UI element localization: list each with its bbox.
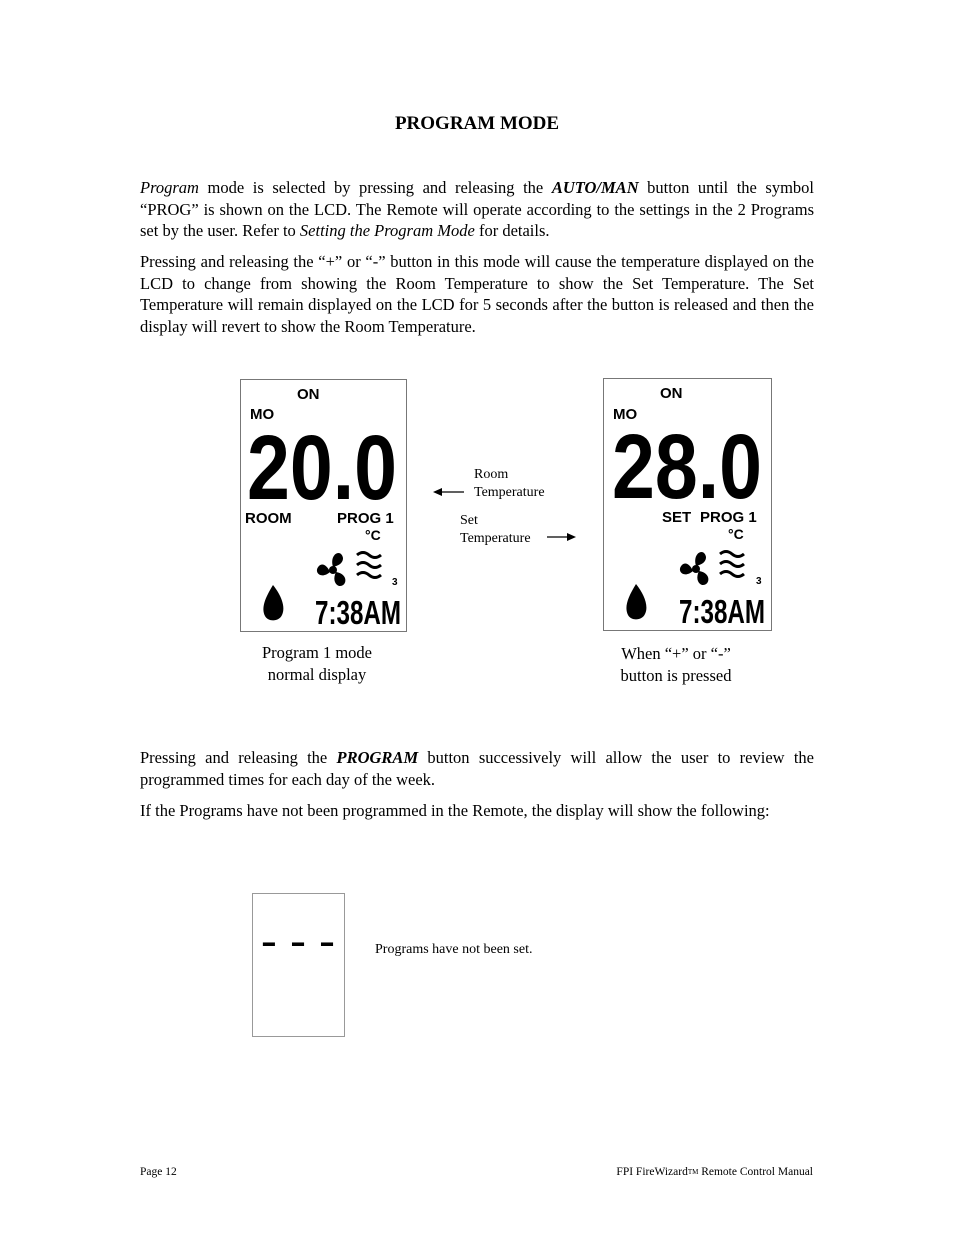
caption-line: When “+” or “-”	[621, 644, 731, 663]
lcd-time: 7:38AM	[679, 593, 765, 630]
text: mode is selected by pressing and releasing the	[198, 178, 552, 197]
paragraph-not-programmed: If the Programs have not been programmed in the Remote, the display will show the following:	[140, 801, 770, 820]
set-temperature-annotation	[460, 512, 531, 548]
term-program-button: PROGRAM	[336, 748, 419, 767]
heat-waves-icon	[720, 552, 744, 577]
text: for details.	[474, 221, 550, 240]
lcd-unit-label: °C	[728, 526, 744, 542]
paragraph-plus-minus: Pressing and releasing the “+” or “-” button in this mode will cause the temperature displayed on the LCD to change from showing the Room Temperature to show the Set Temperature. The Set Temperature will remain displayed on the LCD for 5 seconds after the button is released and then the display will revert to show the Room Temperature.	[140, 252, 814, 336]
caption-button-pressed	[591, 643, 761, 687]
caption-line: normal display	[267, 665, 367, 684]
text: Remote Control Manual	[698, 1166, 813, 1178]
trademark-mark: TM	[687, 1168, 699, 1176]
heat-waves-icon	[357, 553, 381, 578]
lcd-fan-speed: 3	[756, 576, 762, 587]
lcd-display-set	[603, 378, 772, 631]
lcd-display-unset	[252, 893, 345, 1037]
lcd-temperature: 20.0	[247, 417, 397, 519]
lcd-on-label: ON	[297, 386, 320, 403]
manual-title	[616, 1166, 813, 1178]
lcd-temperature: 28.0	[612, 416, 762, 518]
page-number: Page 12	[140, 1166, 177, 1178]
lcd-display-room	[240, 379, 407, 632]
lcd-fan-speed: 3	[392, 577, 398, 588]
caption-program-mode	[232, 642, 402, 686]
text: FPI FireWizard	[616, 1166, 688, 1178]
paragraph-program-button	[140, 747, 814, 790]
annotation-line: Temperature	[460, 531, 531, 546]
text: Pressing and releasing the	[140, 748, 337, 767]
text: button successively will allow the user to review the programmed times for each day of the week.	[140, 748, 814, 789]
lcd-dashes: - - -	[261, 926, 335, 959]
fan-icon	[680, 552, 708, 585]
room-temperature-annotation	[474, 466, 545, 502]
annotation-line: Temperature	[474, 485, 545, 500]
caption-line: Program 1 mode	[262, 643, 372, 662]
fan-icon	[317, 553, 345, 586]
programs-not-set-note: Programs have not been set.	[375, 942, 533, 957]
lcd-day-label: MO	[613, 406, 638, 423]
lcd-mode-label: SET	[662, 509, 692, 526]
annotation-line: Set	[460, 513, 478, 528]
left-arrow-icon	[433, 486, 465, 498]
paragraph-program-mode-intro	[140, 177, 814, 242]
reference-setting-program-mode: Setting the Program Mode	[299, 221, 475, 240]
lcd-prog-label: PROG 1	[337, 510, 394, 527]
lcd-unit-label: °C	[365, 527, 381, 543]
lcd-day-label: MO	[250, 406, 275, 423]
lcd-on-label: ON	[660, 385, 683, 402]
flame-icon	[626, 584, 646, 619]
lcd-time: 7:38AM	[315, 594, 401, 631]
page-title: PROGRAM MODE	[394, 113, 560, 134]
term-program: Program	[140, 178, 199, 197]
lcd-mode-label: ROOM	[245, 510, 292, 527]
annotation-line: Room	[474, 467, 509, 482]
caption-line: button is pressed	[620, 666, 732, 685]
right-arrow-icon	[547, 531, 577, 543]
lcd-prog-label: PROG 1	[700, 509, 757, 526]
term-auto-man: AUTO/MAN	[551, 178, 639, 197]
text: button until the symbol “PROG” is shown on the LCD. The Remote will operate according to the settings in the 2 Programs set by the user. Refer to	[140, 178, 814, 240]
flame-icon	[263, 585, 283, 620]
